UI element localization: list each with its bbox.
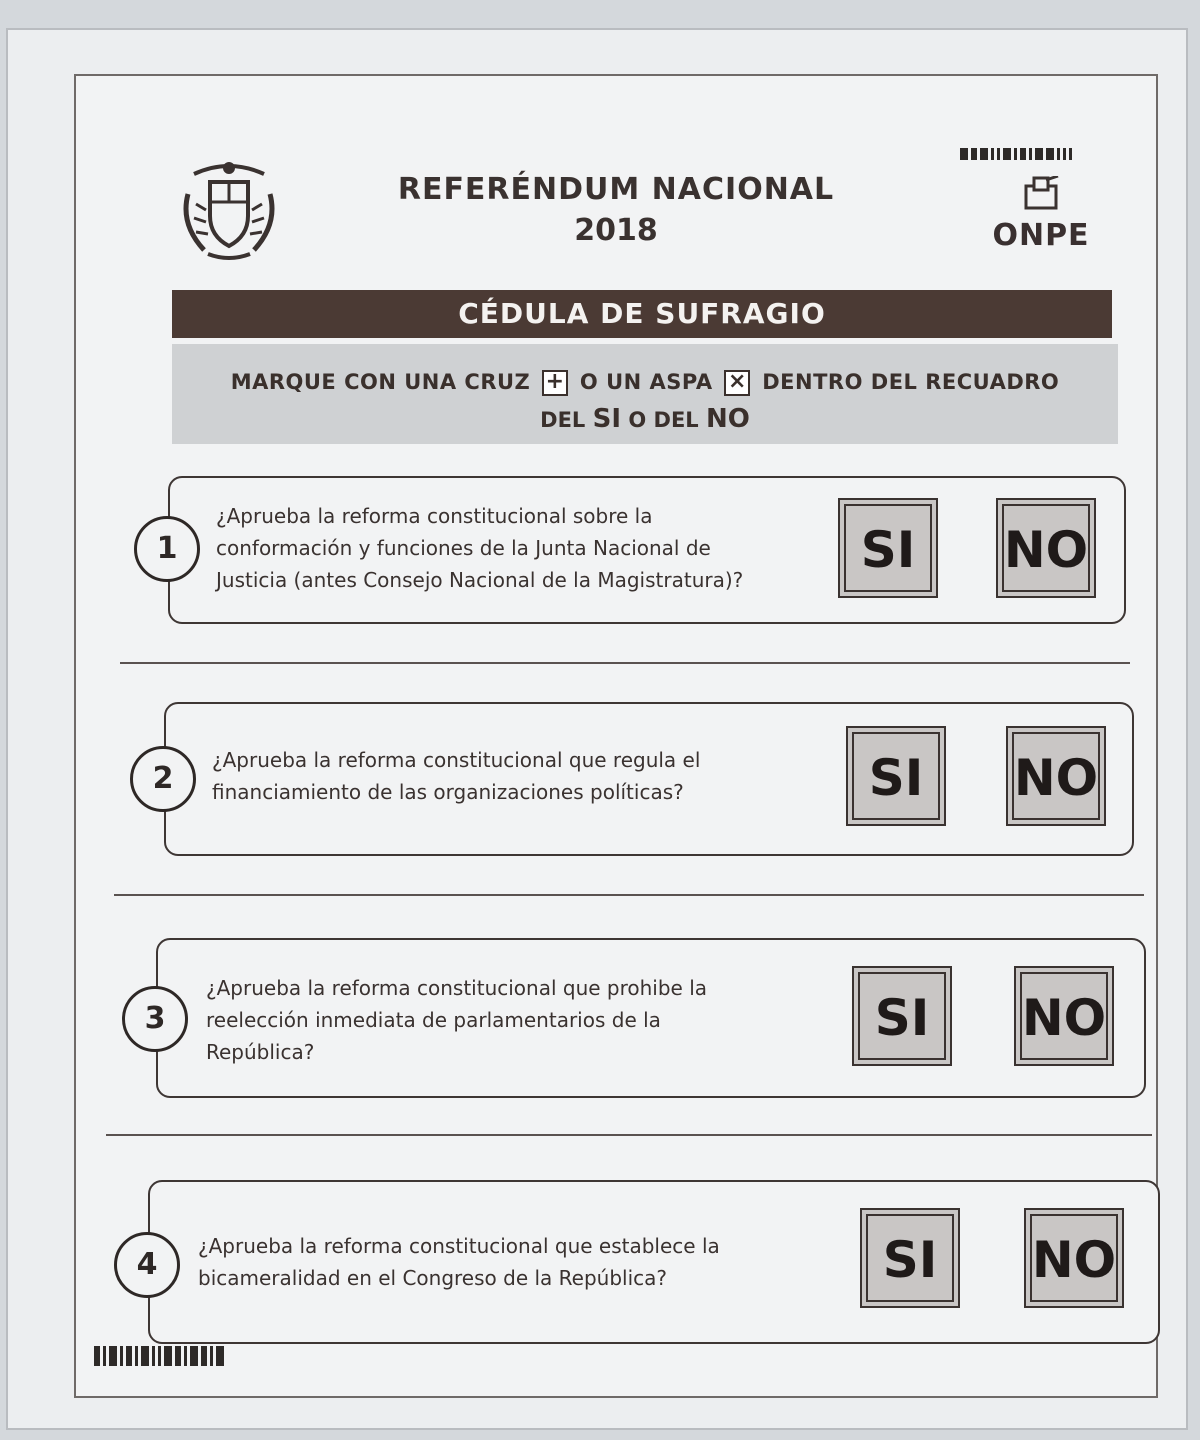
- vote-si-box-4[interactable]: SI: [860, 1208, 960, 1308]
- vote-no-box-2[interactable]: NO: [1006, 726, 1106, 826]
- instructions-line-1: [172, 370, 1118, 396]
- vote-si-box-2[interactable]: SI: [846, 726, 946, 826]
- vote-no-box-1[interactable]: NO: [996, 498, 1096, 598]
- coat-of-arms-icon: [174, 154, 284, 264]
- vote-si-box-3[interactable]: SI: [852, 966, 952, 1066]
- cross-box-icon: [542, 370, 568, 396]
- question-text-1: [216, 500, 836, 596]
- question-text-4: [198, 1230, 818, 1294]
- x-box-icon: [724, 370, 750, 396]
- onpe-logo: [976, 176, 1106, 253]
- instruction-text: O UN ASPA: [579, 370, 713, 394]
- instructions: [172, 344, 1118, 444]
- instructions-line-2: [172, 404, 1118, 434]
- barcode-top-icon: [960, 148, 1072, 160]
- separator-line: [120, 662, 1130, 664]
- question-line: bicameralidad en el Congreso de la República?: [198, 1266, 667, 1290]
- vote-si-box-1[interactable]: SI: [838, 498, 938, 598]
- question-text-3: [206, 972, 826, 1068]
- paper-sheet: [6, 28, 1188, 1430]
- vote-no-box-3[interactable]: NO: [1014, 966, 1114, 1066]
- separator-line: [106, 1134, 1152, 1136]
- ballot-year: 2018: [574, 213, 658, 248]
- instruction-text: O DEL: [628, 408, 699, 432]
- title-block: [356, 172, 876, 248]
- question-line: conformación y funciones de la Junta Nacional de: [216, 536, 711, 560]
- instruction-text: MARQUE CON UNA CRUZ: [230, 370, 531, 394]
- instruction-si: SI: [592, 404, 622, 434]
- question-line: ¿Aprueba la reforma constitucional que establece la: [198, 1234, 720, 1258]
- barcode-bottom-icon: [94, 1346, 224, 1366]
- instruction-no: NO: [705, 404, 750, 434]
- instruction-text: DENTRO DEL RECUADRO: [762, 370, 1060, 394]
- onpe-ballot-box-icon: [1018, 176, 1064, 210]
- x-symbol: ×: [727, 369, 747, 394]
- ballot-title: REFERÉNDUM NACIONAL: [397, 172, 835, 207]
- question-line: ¿Aprueba la reforma constitucional sobre la: [216, 504, 653, 528]
- ballot-header: CÉDULA DE SUFRAGIO: [172, 290, 1112, 338]
- ballot: [74, 74, 1158, 1398]
- cross-symbol: +: [545, 369, 565, 394]
- question-line: financiamiento de las organizaciones políticas?: [212, 780, 684, 804]
- question-number-3: 3: [122, 986, 188, 1052]
- onpe-logo-text: ONPE: [992, 218, 1090, 253]
- question-line: ¿Aprueba la reforma constitucional que regula el: [212, 748, 701, 772]
- question-line: República?: [206, 1040, 315, 1064]
- question-line: reelección inmediata de parlamentarios de la: [206, 1008, 661, 1032]
- question-number-2: 2: [130, 746, 196, 812]
- separator-line: [114, 894, 1144, 896]
- question-number-4: 4: [114, 1232, 180, 1298]
- question-text-2: [212, 744, 832, 808]
- vote-no-box-4[interactable]: NO: [1024, 1208, 1124, 1308]
- instruction-text: DEL: [540, 408, 586, 432]
- question-line: Justicia (antes Consejo Nacional de la Magistratura)?: [216, 568, 744, 592]
- question-line: ¿Aprueba la reforma constitucional que prohibe la: [206, 976, 708, 1000]
- question-number-1: 1: [134, 516, 200, 582]
